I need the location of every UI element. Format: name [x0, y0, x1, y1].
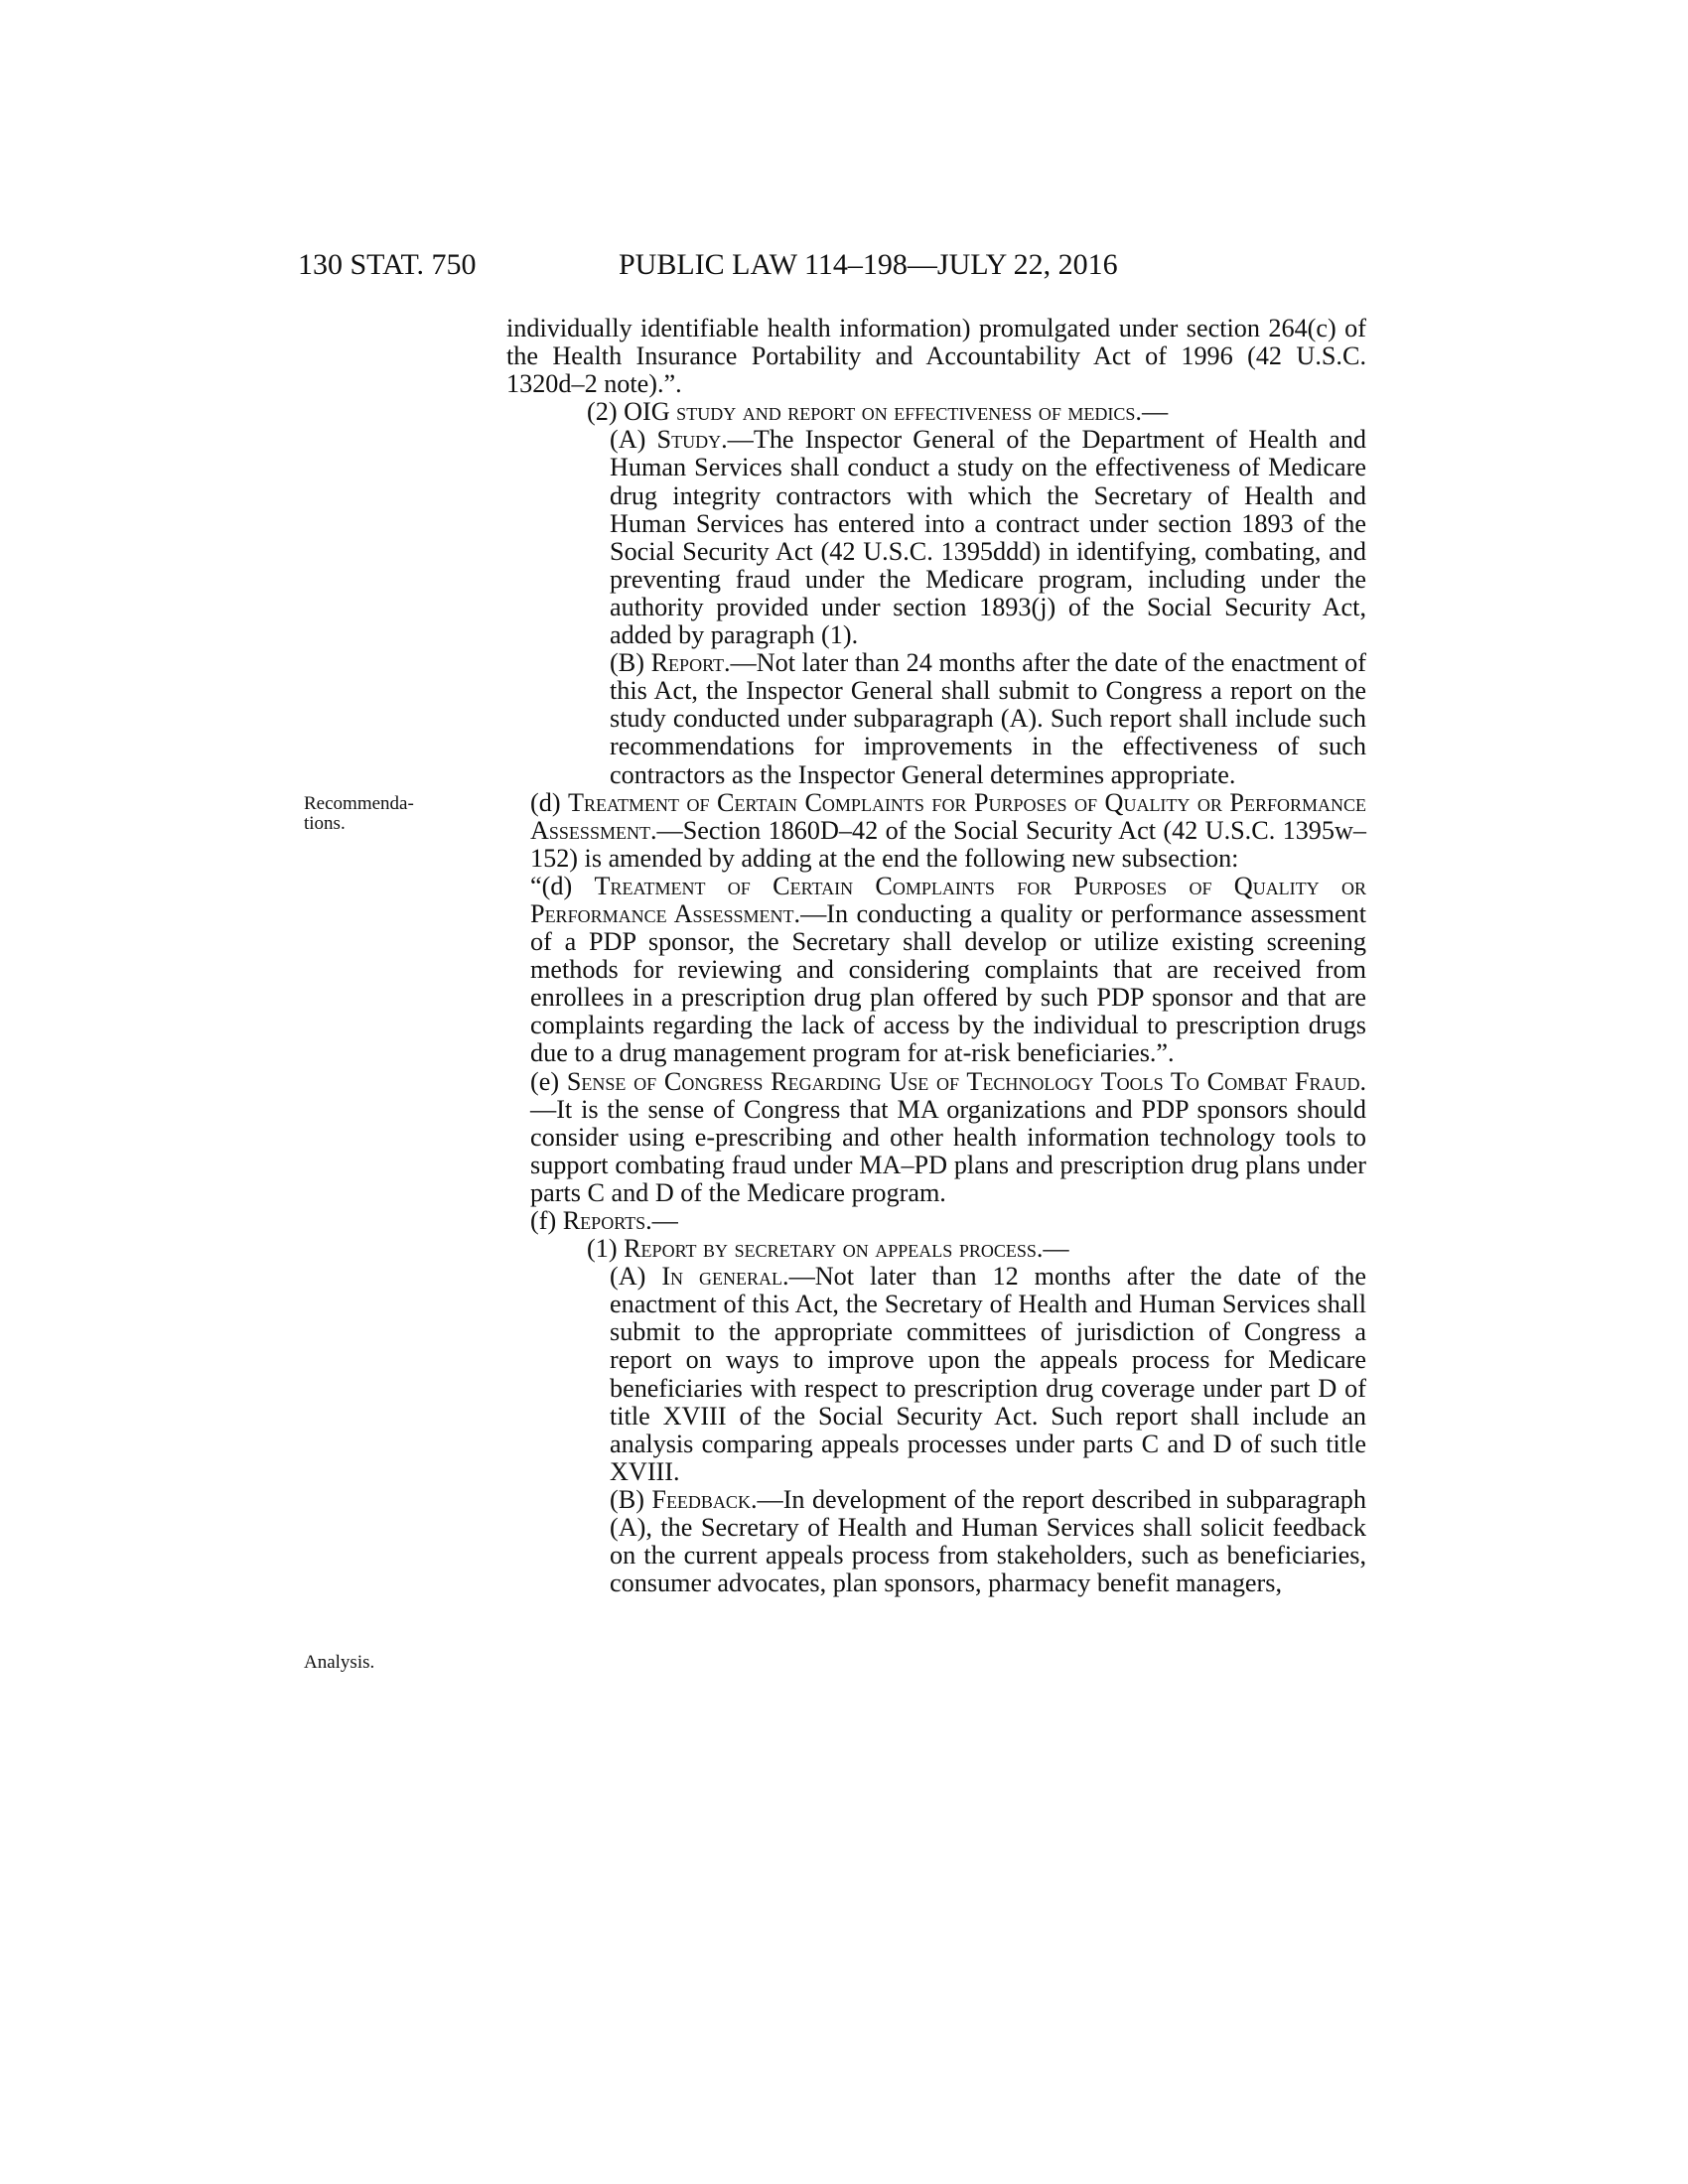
page-running-head: PUBLIC LAW 114–198—JULY 22, 2016 [619, 248, 1118, 281]
subsection-f-heading: (f) Reports.— [530, 1206, 678, 1235]
subparagraph-a-study: (A) Study.—The Inspector General of the Department of Health and Human Services shall conduct a study on the effectiveness of Medicare drug integrity contractors with which the Secretary of Health and Human Services has entered into a contract under section 1893 of the Social Security Act (42 U.S.C. 1395ddd) in identifying, combating, and preventing fraud under the Medicare program, including under the authority provided under section 1893(j) of the Social Security Act, added by paragraph (1). [610, 425, 1367, 650]
paragraph-continuation: individually identifiable health information) promulgated under section 264(c) of the Health Insurance Portability and Accountability Act of 1996 (42 U.S.C. 1320d–2 note).”. [506, 314, 1366, 399]
paragraph-1-heading: (1) Report by secretary on appeals process.— [587, 1234, 1069, 1264]
subsection-e: (e) Sense of Congress Regarding Use of Technology Tools To Combat Fraud.—It is the sense of Congress that MA organizations and PDP sponsors should consider using e-prescribing and other health information technology tools to support combating fraud under MA–PD plans and prescription drug plans under parts C and D of the Medicare program. [530, 1066, 1366, 1207]
paragraph-2-heading: (2) OIG study and report on effectiveness of medics.— [587, 397, 1169, 427]
subparagraph-b-feedback: (B) Feedback.—In development of the report described in subparagraph (A), the Secretary of Health and Human Services shall solicit feedback on the current appeals process from stakeholders, such as beneficiaries, consumer advocates, plan sponsors, pharmacy benefit managers, [610, 1484, 1366, 1598]
margin-note-analysis: Analysis. [304, 1652, 375, 1673]
page-stat-citation: 130 STAT. 750 [298, 248, 477, 281]
quoted-subsection-d: “(d) Treatment of Certain Complaints for Purposes of Quality or Performance Assessment.—In conducting a quality or performance assessment of a PDP sponsor, the Secretary shall develop or utilize existing screening methods for reviewing and considering complaints that are received from enrollees in a prescription drug plan offered by such PDP sponsor and that are complaints regarding the lack of access by the individual to prescription drugs due to a drug management program for at-risk beneficiaries.”. [530, 871, 1366, 1068]
subsection-d: (d) Treatment of Certain Complaints for Purposes of Quality or Performance Assessment.—Section 1860D–42 of the Social Security Act (42 U.S.C. 1395w–152) is amended by adding at the end the following new subsection: [530, 787, 1367, 873]
subparagraph-a-in-general: (A) In general.—Not later than 12 months after the date of the enactment of this Act, the Secretary of Health and Human Services shall submit to the appropriate committees of jurisdiction of Congress a report on ways to improve upon the appeals process for Medicare beneficiaries with respect to prescription drug coverage under part D of title XVIII of the Social Security Act. Such report shall include an analysis comparing appeals processes under parts C and D of such title XVIII. [610, 1262, 1367, 1486]
statute-body [506, 315, 1366, 1597]
subparagraph-b-report: (B) Report.—Not later than 24 months after the date of the enactment of this Act, the Inspector General shall submit to Congress a report on the study conducted under subparagraph (A). Such report shall include such recommendations for improvements in the effectiveness of such contractors as the Inspector General determines appropriate. [610, 648, 1366, 789]
margin-note-recommendations: Recommenda- tions. [304, 793, 414, 834]
